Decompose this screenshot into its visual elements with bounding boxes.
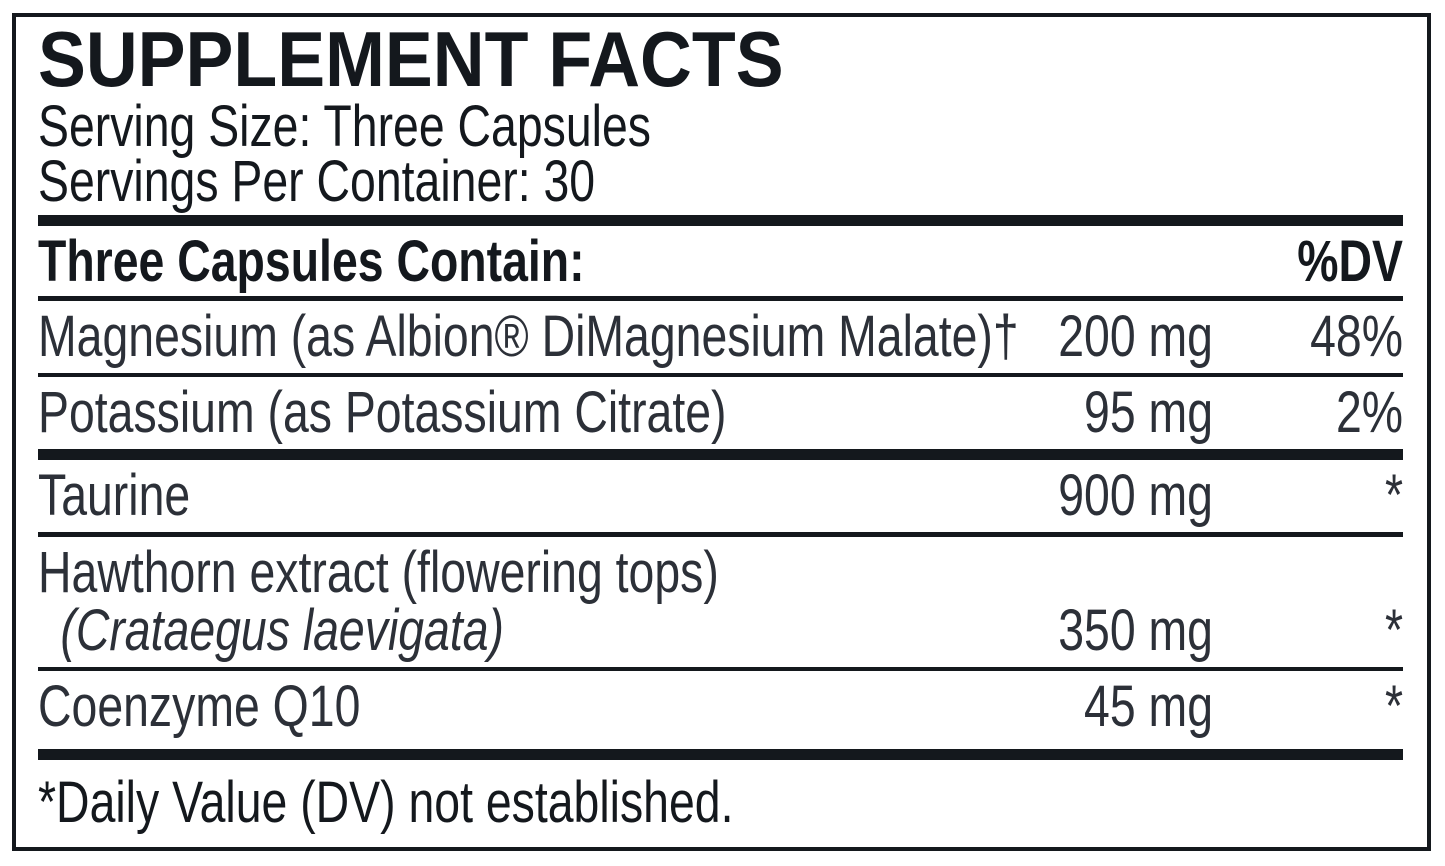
supplement-row-magnesium [38, 301, 1403, 373]
ingredient-amount: 200 mg [1058, 304, 1213, 369]
botanical-name-line: (Crataegus laevigata) [60, 598, 505, 663]
serving-info-block [38, 94, 1403, 214]
divider-thick-after-potassium [38, 449, 1403, 460]
ingredient-amount: 350 mg [1058, 598, 1213, 663]
ingredient-name: Magnesium (as Albion® DiMagnesium Malate)† [38, 304, 1019, 369]
supplement-row-coenzyme-q10 [38, 671, 1403, 749]
servings-per-container-text: Servings Per Container: 30 [38, 149, 596, 214]
contain-header-label: Three Capsules Contain: [38, 229, 585, 294]
divider-thick-header [38, 215, 1403, 226]
supplement-row-potassium [38, 377, 1403, 449]
ingredient-amount: 95 mg [1084, 380, 1213, 445]
ingredient-amount: 900 mg [1058, 463, 1213, 528]
supplement-row-hawthorn [38, 537, 1403, 667]
ingredient-dv: 2% [1335, 380, 1403, 445]
label-frame [12, 13, 1431, 851]
ingredient-amount: 45 mg [1084, 674, 1213, 739]
ingredient-name [38, 540, 802, 663]
ingredient-dv: 48% [1310, 304, 1403, 369]
ingredient-name: Taurine [38, 463, 191, 528]
divider-thick-footnote [38, 749, 1403, 760]
supplement-row-taurine [38, 460, 1403, 532]
serving-size-text: Serving Size: Three Capsules [38, 94, 651, 159]
ingredient-name: Coenzyme Q10 [38, 674, 361, 739]
ingredient-dv: * [1384, 674, 1403, 739]
footnote-text: *Daily Value (DV) not established. [38, 770, 734, 835]
ingredient-dv: * [1384, 463, 1403, 528]
ingredient-dv: * [1384, 598, 1403, 663]
ingredient-name: Potassium (as Potassium Citrate) [38, 380, 727, 445]
ingredient-name-line1: Hawthorn extract (flowering tops) [38, 540, 719, 605]
column-header-row [38, 226, 1403, 296]
supplement-facts-title: SUPPLEMENT FACTS [38, 15, 784, 103]
dv-column-header: %DV [1297, 229, 1403, 294]
